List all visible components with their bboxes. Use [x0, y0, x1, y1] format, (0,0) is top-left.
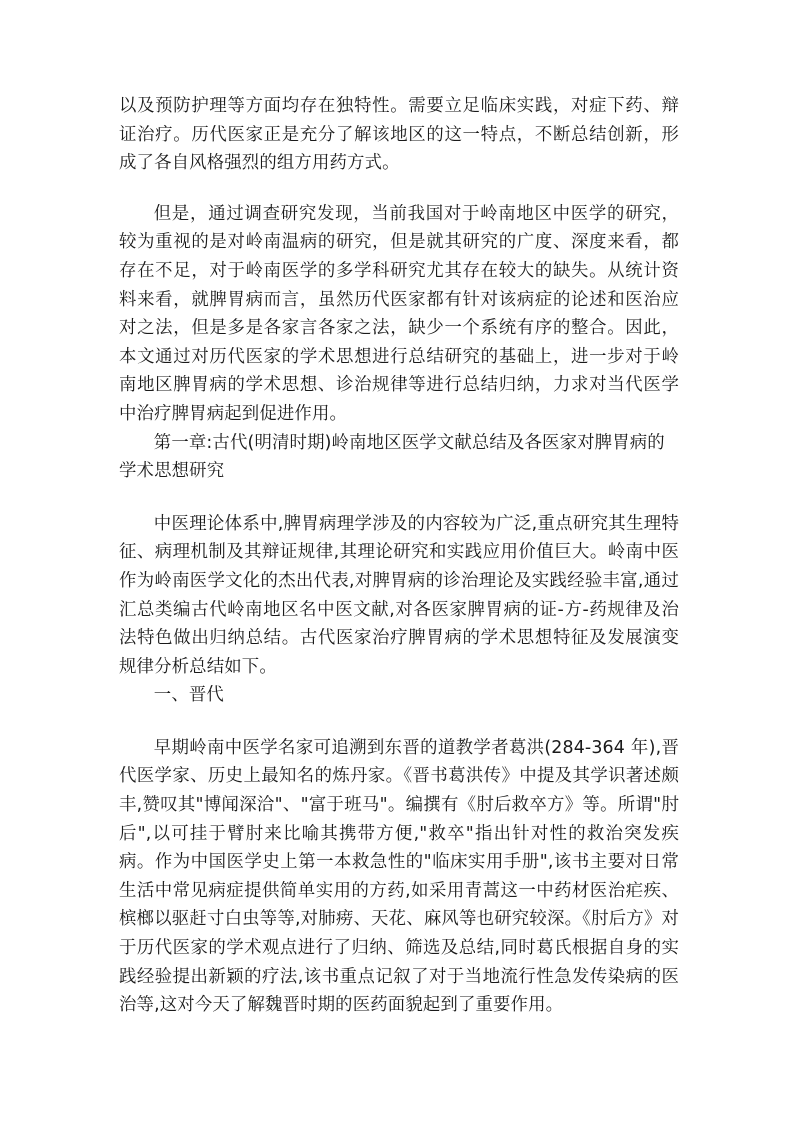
paragraph-continuation: 以及预防护理等方面均存在独特性。需要立足临床实践，对症下药、辩证治疗。历代医家正是充分了解该地区的这一特点，不断总结创新，形成了各自风格强烈的组方用药方式。 — [119, 96, 679, 174]
document-page — [119, 92, 679, 1020]
chapter-heading: 第一章:古代(明清时期)岭南地区医学文献总结及各医家对脾胃病的学术思想研究 — [119, 432, 665, 482]
paragraph-research-gap: 但是，通过调查研究发现，当前我国对于岭南地区中医学的研究，较为重视的是对岭南温病的研究，但是就其研究的广度、深度来看，都存在不足，对于岭南医学的多学科研究尤其存在较大的缺失。从统计资料来看，就脾胃病而言，虽然历代医家都有针对该病症的论述和医治应对之法，但是多是各家言各家之法，缺少一个系统有序的整合。因此，本文通过对历代医家的学术思想进行总结研究的基础上，进一步对于岭南地区脾胃病的学术思想、诊治规律等进行总结归纳，力求对当代医学中治疗脾胃病起到促进作用。 — [119, 203, 679, 424]
paragraph-ge-hong: 早期岭南中医学名家可追溯到东晋的道教学者葛洪(284-364 年),晋代医学家、历史上最知名的炼丹家。《晋书葛洪传》中提及其学识著述颇丰,赞叹其"博闻深洽"、"富于班马"。编撰有《肘后救卒方》等。所谓"肘后",以可挂于臂肘来比喻其携带方便,"救卒"指出针对性的救治突发疾病。作为中国医学史上第一本救急性的"临床实用手册",该书主要对日常生活中常见病症提供简单实用的方药,如采用青蒿这一中药材医治疟疾、槟榔以驱赶寸白虫等等,对肺痨、天花、麻风等也研究较深。《肘后方》对于历代医家的学术观点进行了归纳、筛选及总结,同时葛氏根据自身的实践经验提出新颖的疗法,该书重点记叙了对于当地流行性急发传染病的医治等,这对今天了解魏晋时期的医药面貌起到了重要作用。 — [119, 737, 679, 1016]
section-heading-jin-dynasty: 一、晋代 — [153, 685, 224, 706]
paragraph-spleen-stomach-theory: 中医理论体系中,脾胃病理学涉及的内容较为广泛,重点研究其生理特征、病理机制及其辩证规律,其理论研究和实践应用价值巨大。岭南中医作为岭南医学文化的杰出代表,对脾胃病的诊治理论及实践经验丰富,通过汇总类编古代岭南地区名中医文献,对各医家脾胃病的证-方-药规律及治法特色做出归纳总结。古代医家治疗脾胃病的学术思想特征及发展演变规律分析总结如下。 — [119, 513, 679, 677]
